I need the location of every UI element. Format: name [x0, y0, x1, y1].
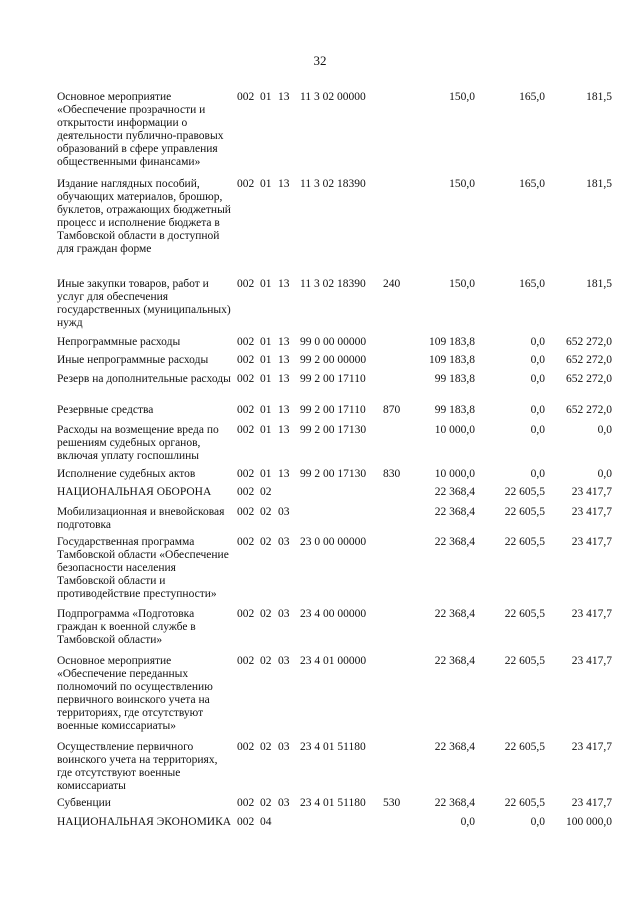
row-name: Мобилизационная и вневойсковая подготовка: [57, 506, 225, 531]
amount-year-2: 0,0: [530, 354, 545, 366]
ministry-code: 002: [237, 655, 255, 667]
row-name: Непрограммные расходы: [57, 336, 181, 348]
ministry-code: 002: [237, 816, 255, 828]
subsection-code: 13: [278, 178, 290, 190]
section-code: 02: [260, 608, 272, 620]
ministry-code: 002: [237, 486, 255, 498]
section-code: 02: [260, 536, 272, 548]
section-code: 04: [260, 816, 272, 828]
section-code: 01: [260, 278, 272, 290]
target-article-code: 11 3 02 00000: [300, 91, 366, 103]
amount-year-2: 22 605,5: [504, 506, 545, 518]
ministry-code: 002: [237, 404, 255, 416]
amount-year-3: 181,5: [586, 278, 612, 290]
section-code: 02: [260, 741, 272, 753]
subsection-code: 03: [278, 608, 290, 620]
ministry-code: 002: [237, 373, 255, 385]
amount-year-1: 22 368,4: [434, 655, 475, 667]
target-article-code: 23 4 00 00000: [300, 608, 367, 620]
expense-type-code: 240: [383, 278, 401, 290]
ministry-code: 002: [237, 741, 255, 753]
ministry-code: 002: [237, 536, 255, 548]
ministry-code: 002: [237, 608, 255, 620]
ministry-code: 002: [237, 336, 255, 348]
amount-year-1: 109 183,8: [429, 336, 475, 348]
row-name: Основное мероприятие «Обеспечение прозрачности и открытости информации о деятельности публично-правовых образований в сфере управления общественными финансами»: [57, 91, 224, 168]
subsection-code: 03: [278, 506, 290, 518]
amount-year-2: 0,0: [530, 404, 545, 416]
amount-year-2: 22 605,5: [504, 608, 545, 620]
section-code: 02: [260, 797, 272, 809]
row-name: Расходы на возмещение вреда по решениям судебных органов, включая уплату госпошлины: [57, 424, 219, 462]
subsection-code: 03: [278, 655, 290, 667]
section-code: 02: [260, 506, 272, 518]
subsection-code: 13: [278, 278, 290, 290]
section-code: 01: [260, 336, 272, 348]
amount-year-1: 22 368,4: [434, 486, 475, 498]
amount-year-1: 22 368,4: [434, 608, 475, 620]
target-article-code: 99 2 00 00000: [300, 354, 367, 366]
amount-year-2: 165,0: [519, 278, 545, 290]
row-name: Осуществление первичного воинского учета на территориях, где отсутствуют военные комиссариаты: [57, 741, 218, 792]
row-name: Иные непрограммные расходы: [57, 354, 209, 366]
target-article-code: 99 2 00 17110: [300, 404, 366, 416]
subsection-code: 03: [278, 536, 290, 548]
amount-year-3: 652 272,0: [566, 373, 612, 385]
amount-year-1: 150,0: [449, 178, 475, 190]
ministry-code: 002: [237, 278, 255, 290]
amount-year-1: 22 368,4: [434, 506, 475, 518]
section-code: 02: [260, 655, 272, 667]
expense-type-code: 830: [383, 468, 401, 480]
ministry-code: 002: [237, 354, 255, 366]
amount-year-3: 23 417,7: [571, 797, 612, 809]
subsection-code: 13: [278, 468, 290, 480]
section-code: 01: [260, 373, 272, 385]
subsection-code: 13: [278, 424, 290, 436]
amount-year-2: 0,0: [530, 424, 545, 436]
subsection-code: 13: [278, 91, 290, 103]
amount-year-1: 0,0: [460, 816, 475, 828]
ministry-code: 002: [237, 424, 255, 436]
amount-year-3: 23 417,7: [571, 655, 612, 667]
amount-year-3: 0,0: [597, 468, 612, 480]
amount-year-3: 100 000,0: [566, 816, 612, 828]
row-name: Основное мероприятие «Обеспечение переданных полномочий по осуществлению первичного воинского учета на территориях, где отсутствуют военные комиссариаты»: [57, 655, 213, 732]
amount-year-1: 150,0: [449, 91, 475, 103]
target-article-code: 23 4 01 00000: [300, 655, 367, 667]
amount-year-1: 22 368,4: [434, 536, 475, 548]
section-code: 01: [260, 468, 272, 480]
amount-year-3: 23 417,7: [571, 608, 612, 620]
row-name: Государственная программа Тамбовской области «Обеспечение безопасности населения Тамбовской области и противодействие преступности»: [57, 536, 229, 600]
row-name: Подпрограмма «Подготовка граждан к военной службе в Тамбовской области»: [57, 608, 196, 646]
amount-year-2: 165,0: [519, 178, 545, 190]
row-name: НАЦИОНАЛЬНАЯ ЭКОНОМИКА: [57, 816, 232, 828]
amount-year-3: 0,0: [597, 424, 612, 436]
target-article-code: 99 2 00 17110: [300, 373, 366, 385]
amount-year-2: 0,0: [530, 468, 545, 480]
amount-year-3: 181,5: [586, 178, 612, 190]
section-code: 01: [260, 424, 272, 436]
amount-year-1: 22 368,4: [434, 741, 475, 753]
subsection-code: 03: [278, 741, 290, 753]
amount-year-2: 0,0: [530, 373, 545, 385]
section-code: 01: [260, 404, 272, 416]
amount-year-1: 109 183,8: [429, 354, 475, 366]
amount-year-3: 23 417,7: [571, 536, 612, 548]
target-article-code: 99 2 00 17130: [300, 468, 367, 480]
subsection-code: 03: [278, 797, 290, 809]
amount-year-2: 22 605,5: [504, 536, 545, 548]
row-name: НАЦИОНАЛЬНАЯ ОБОРОНА: [57, 486, 212, 498]
ministry-code: 002: [237, 91, 255, 103]
amount-year-2: 22 605,5: [504, 486, 545, 498]
amount-year-1: 22 368,4: [434, 797, 475, 809]
amount-year-3: 652 272,0: [566, 404, 612, 416]
subsection-code: 13: [278, 404, 290, 416]
page-number: 32: [313, 53, 327, 68]
amount-year-2: 165,0: [519, 91, 545, 103]
section-code: 01: [260, 178, 272, 190]
amount-year-1: 99 183,8: [434, 373, 475, 385]
target-article-code: 23 4 01 51180: [300, 797, 366, 809]
amount-year-2: 0,0: [530, 816, 545, 828]
subsection-code: 13: [278, 336, 290, 348]
subsection-code: 13: [278, 354, 290, 366]
ministry-code: 002: [237, 178, 255, 190]
amount-year-2: 22 605,5: [504, 741, 545, 753]
section-code: 01: [260, 91, 272, 103]
amount-year-3: 23 417,7: [571, 506, 612, 518]
amount-year-3: 652 272,0: [566, 354, 612, 366]
section-code: 01: [260, 354, 272, 366]
amount-year-3: 652 272,0: [566, 336, 612, 348]
amount-year-2: 22 605,5: [504, 655, 545, 667]
ministry-code: 002: [237, 468, 255, 480]
row-name: Издание наглядных пособий, обучающих материалов, брошюр, буклетов, отражающих бюджетный процесс и исполнение бюджета в Тамбовской области в доступной для граждан форме: [57, 178, 231, 255]
row-name: Иные закупки товаров, работ и услуг для обеспечения государственных (муниципальных) нужд: [57, 278, 231, 329]
target-article-code: 23 4 01 51180: [300, 741, 366, 753]
row-name: Резерв на дополнительные расходы: [57, 373, 231, 385]
amount-year-2: 0,0: [530, 336, 545, 348]
amount-year-3: 181,5: [586, 91, 612, 103]
target-article-code: 23 0 00 00000: [300, 536, 367, 548]
amount-year-2: 22 605,5: [504, 797, 545, 809]
row-name: Исполнение судебных актов: [57, 468, 196, 480]
section-code: 02: [260, 486, 272, 498]
amount-year-1: 150,0: [449, 278, 475, 290]
row-name: Резервные средства: [57, 404, 154, 416]
row-name: Субвенции: [57, 797, 111, 809]
amount-year-3: 23 417,7: [571, 486, 612, 498]
amount-year-1: 99 183,8: [434, 404, 475, 416]
target-article-code: 99 0 00 00000: [300, 336, 367, 348]
target-article-code: 99 2 00 17130: [300, 424, 367, 436]
target-article-code: 11 3 02 18390: [300, 178, 366, 190]
amount-year-1: 10 000,0: [434, 468, 475, 480]
target-article-code: 11 3 02 18390: [300, 278, 366, 290]
amount-year-1: 10 000,0: [434, 424, 475, 436]
expense-type-code: 530: [383, 797, 401, 809]
ministry-code: 002: [237, 797, 255, 809]
amount-year-3: 23 417,7: [571, 741, 612, 753]
subsection-code: 13: [278, 373, 290, 385]
expense-type-code: 870: [383, 404, 401, 416]
ministry-code: 002: [237, 506, 255, 518]
